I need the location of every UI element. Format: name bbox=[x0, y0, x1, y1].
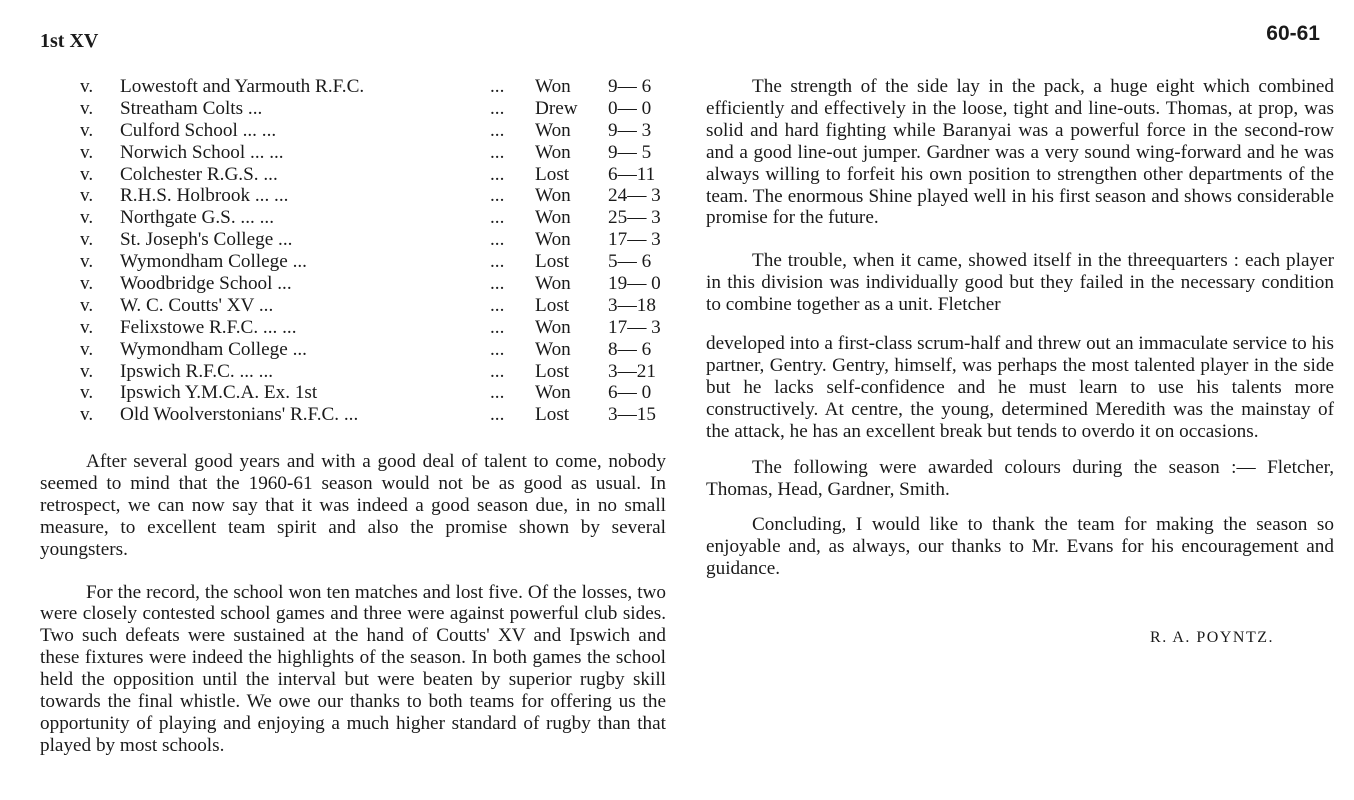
fixture-result: Lost bbox=[535, 163, 570, 185]
fixture-result: Won bbox=[535, 316, 571, 338]
page-label: 60-61 bbox=[1266, 22, 1320, 45]
fixture-result: Won bbox=[535, 229, 571, 251]
paragraph-halfbacks: developed into a first-class scrum-half and threw out an immaculate service to his partner, Gentry. Gentry, himself, was perhaps the most talented player in the side but he lacks self-confidence and he must learn to use his talents more constructively. At centre, the young, determined Meredith was the mainstay of the attack, he has an excellent break but tends to overdo it on occasions. bbox=[706, 333, 1334, 442]
fixture-row bbox=[80, 361, 680, 383]
left-column bbox=[40, 451, 666, 757]
fixture-result: Lost bbox=[535, 294, 570, 316]
fixture-opponent: Ipswich R.F.C. ... ... bbox=[120, 360, 274, 382]
fixture-score: 0— 0 bbox=[608, 97, 652, 119]
fixture-opponent: St. Joseph's College ... bbox=[120, 229, 293, 251]
fixture-opponent: Wymondham College ... bbox=[120, 338, 307, 360]
fixture-score: 3—18 bbox=[608, 294, 656, 316]
fixture-row bbox=[80, 339, 680, 361]
fixture-opponent: Colchester R.G.S. ... bbox=[120, 163, 278, 185]
fixture-opponent: Northgate G.S. ... ... bbox=[120, 207, 275, 229]
fixture-row bbox=[80, 382, 680, 404]
fixture-versus: v. bbox=[80, 207, 94, 229]
fixture-row bbox=[80, 185, 680, 207]
fixture-opponent: Old Woolverstonians' R.F.C. ... bbox=[120, 404, 359, 426]
fixture-leader: ... bbox=[490, 273, 505, 295]
fixture-opponent: Wymondham College ... bbox=[120, 251, 307, 273]
paragraph-colours: The following were awarded colours during the season :— Fletcher, Thomas, Head, Gardner, Smith. bbox=[706, 456, 1334, 500]
fixture-row bbox=[80, 273, 680, 295]
fixture-leader: ... bbox=[490, 251, 505, 273]
fixture-versus: v. bbox=[80, 360, 94, 382]
fixture-score: 8— 6 bbox=[608, 338, 652, 360]
fixture-score: 25— 3 bbox=[608, 207, 661, 229]
fixture-versus: v. bbox=[80, 76, 94, 97]
fixture-result: Won bbox=[535, 185, 571, 207]
fixture-leader: ... bbox=[490, 97, 505, 119]
fixture-opponent: Felixstowe R.F.C. ... ... bbox=[120, 316, 297, 338]
fixture-versus: v. bbox=[80, 294, 94, 316]
fixture-result: Lost bbox=[535, 360, 570, 382]
fixture-leader: ... bbox=[490, 119, 505, 141]
fixture-versus: v. bbox=[80, 163, 94, 185]
fixture-leader: ... bbox=[490, 141, 505, 163]
fixture-leader: ... bbox=[490, 229, 505, 251]
fixture-versus: v. bbox=[80, 316, 94, 338]
fixture-versus: v. bbox=[80, 141, 94, 163]
fixture-row bbox=[80, 76, 680, 98]
fixture-result: Won bbox=[535, 141, 571, 163]
fixture-leader: ... bbox=[490, 338, 505, 360]
fixture-versus: v. bbox=[80, 97, 94, 119]
fixture-score: 9— 5 bbox=[608, 141, 652, 163]
fixture-result: Won bbox=[535, 338, 571, 360]
fixture-opponent: Ipswich Y.M.C.A. Ex. 1st bbox=[120, 382, 318, 404]
fixture-score: 9— 3 bbox=[608, 119, 652, 141]
fixture-opponent: W. C. Coutts' XV ... bbox=[120, 294, 274, 316]
fixture-result: Won bbox=[535, 207, 571, 229]
fixture-opponent: R.H.S. Holbrook ... ... bbox=[120, 185, 289, 207]
fixture-leader: ... bbox=[490, 207, 505, 229]
section-heading: 1st XV bbox=[40, 30, 99, 52]
fixture-score: 3—15 bbox=[608, 404, 656, 426]
fixture-leader: ... bbox=[490, 76, 505, 97]
fixture-score: 6— 0 bbox=[608, 382, 652, 404]
fixture-result: Won bbox=[535, 119, 571, 141]
fixture-versus: v. bbox=[80, 185, 94, 207]
fixture-row bbox=[80, 120, 680, 142]
fixture-versus: v. bbox=[80, 338, 94, 360]
fixture-row bbox=[80, 98, 680, 120]
fixture-opponent: Lowestoft and Yarmouth R.F.C. bbox=[120, 76, 365, 97]
paragraph-pack: The strength of the side lay in the pack, a huge eight which combined efficiently and effectively in the loose, tight and line-outs. Thomas, at prop, was solid and hard fighting while Baranyai was a powerful force in the second-row and a good line-out jumper. Gardner was a very sound wing-forward and he was always willing to forfeit his own position to strengthen other departments of the team. The enormous Shine played well in his first season and shows considerable promise for the future. bbox=[706, 76, 1334, 229]
paragraph-threequarters: The trouble, when it came, showed itself in the threequarters : each player in this division was individually good but they failed in the necessary condition to combine together as a unit. Fletcher bbox=[706, 250, 1334, 316]
fixture-score: 19— 0 bbox=[608, 273, 661, 295]
fixture-leader: ... bbox=[490, 163, 505, 185]
fixture-opponent: Culford School ... ... bbox=[120, 119, 277, 141]
fixture-row bbox=[80, 229, 680, 251]
fixture-result: Lost bbox=[535, 404, 570, 426]
fixture-versus: v. bbox=[80, 251, 94, 273]
fixture-score: 6—11 bbox=[608, 163, 656, 185]
fixture-score: 17— 3 bbox=[608, 316, 661, 338]
fixture-row bbox=[80, 207, 680, 229]
fixture-versus: v. bbox=[80, 404, 94, 426]
fixture-leader: ... bbox=[490, 185, 505, 207]
fixture-versus: v. bbox=[80, 273, 94, 295]
fixture-result: Won bbox=[535, 273, 571, 295]
paragraph-record: For the record, the school won ten matches and lost five. Of the losses, two were closely contested school games and three were against powerful club sides. Two such defeats were sustained at the hand of Coutts' XV and Ipswich and these fixtures were indeed the highlights of the season. In both games the school held the opposition until the interval but were beaten by superior rugby skill towards the final whistle. We owe our thanks to both teams for offering us the opportunity of playing and enjoying a much higher standard of rugby than that played by most schools. bbox=[40, 581, 666, 756]
author-signature: R. A. POYNTZ. bbox=[1150, 629, 1274, 646]
fixture-leader: ... bbox=[490, 382, 505, 404]
fixture-row bbox=[80, 317, 680, 339]
fixture-row bbox=[80, 164, 680, 186]
fixture-score: 3—21 bbox=[608, 360, 656, 382]
fixture-row bbox=[80, 142, 680, 164]
fixture-result: Won bbox=[535, 382, 571, 404]
fixture-opponent: Woodbridge School ... bbox=[120, 273, 292, 295]
fixture-leader: ... bbox=[490, 316, 505, 338]
fixture-result: Won bbox=[535, 76, 571, 97]
fixture-score: 24— 3 bbox=[608, 185, 661, 207]
fixture-leader: ... bbox=[490, 294, 505, 316]
fixture-opponent: Streatham Colts ... bbox=[120, 97, 263, 119]
fixture-versus: v. bbox=[80, 382, 94, 404]
fixture-versus: v. bbox=[80, 119, 94, 141]
fixture-result: Drew bbox=[535, 97, 578, 119]
fixture-score: 5— 6 bbox=[608, 251, 652, 273]
fixture-score: 9— 6 bbox=[608, 76, 652, 97]
right-column bbox=[706, 76, 1334, 580]
fixture-list bbox=[80, 76, 680, 426]
fixture-result: Lost bbox=[535, 251, 570, 273]
paragraph-intro: After several good years and with a good deal of talent to come, nobody seemed to mind that the 1960-61 season would not be as good as usual. In retrospect, we can now say that it was indeed a good season due, in no small measure, to excellent team spirit and also the promise shown by several youngsters. bbox=[40, 451, 666, 560]
fixture-score: 17— 3 bbox=[608, 229, 661, 251]
fixture-opponent: Norwich School ... ... bbox=[120, 141, 284, 163]
fixture-row bbox=[80, 295, 680, 317]
paragraph-conclusion: Concluding, I would like to thank the team for making the season so enjoyable and, as always, our thanks to Mr. Evans for his encouragement and guidance. bbox=[706, 514, 1334, 580]
fixture-versus: v. bbox=[80, 229, 94, 251]
fixture-leader: ... bbox=[490, 404, 505, 426]
fixture-leader: ... bbox=[490, 360, 505, 382]
fixture-row bbox=[80, 251, 680, 273]
fixture-row bbox=[80, 404, 680, 426]
